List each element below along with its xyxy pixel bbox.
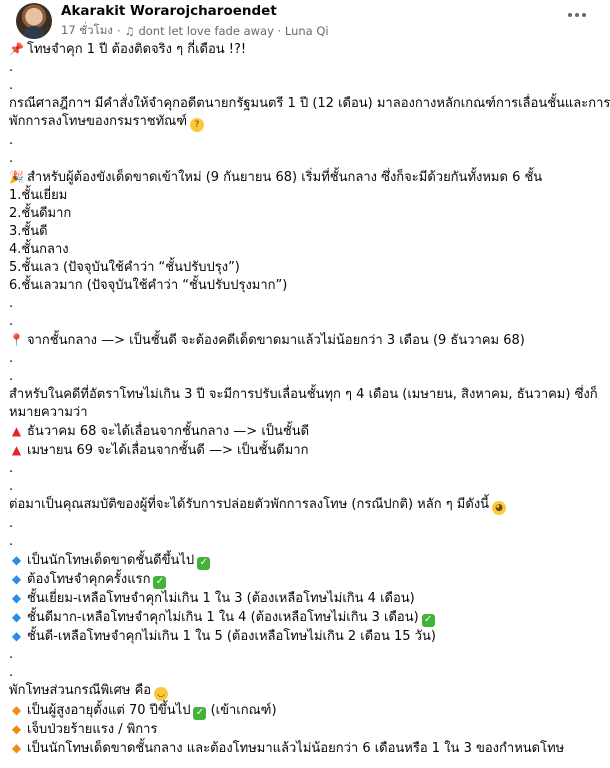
promotion-text: ธันวาคม 68 จะได้เลื่อนจากชั้นกลาง —> เป็นชั้นดี xyxy=(27,424,310,439)
qualification-item xyxy=(9,570,601,589)
qualification-text: ชั้นดีมาก-เหลือโทษจำคุกไม่เกิน 1 ใน 4 (ต้องเหลือโทษไม่เกิน 3 เดือน) xyxy=(27,610,419,625)
spacer-dot: . xyxy=(9,647,14,662)
spacer-dot: . xyxy=(9,133,14,148)
spacer-dot: . xyxy=(9,351,14,366)
paragraph-5-text: ต่อมาเป็นคุณสมบัติของผู้ที่จะได้รับการปล่อยตัวพักการลงโทษ (กรณีปกติ) หลัก ๆ มีดังนี้ xyxy=(9,497,490,512)
class-item: 2.ชั้นดีมาก xyxy=(9,206,72,221)
class-item: 3.ชั้นดี xyxy=(9,224,48,239)
orange-diamond-icon: ◆ xyxy=(11,741,22,755)
spacer-dot: . xyxy=(9,369,14,384)
red-triangle-icon: ▲ xyxy=(11,424,22,438)
class-item: 5.ชั้นเลว (ปัจจุบันใช้คำว่า “ชั้นปรับปรุง”) xyxy=(9,260,240,275)
spacer-dot: . xyxy=(9,78,14,93)
meta-separator: · xyxy=(116,24,121,38)
qualification-text: ชั้นดี-เหลือโทษจำคุกไม่เกิน 1 ใน 5 (ต้องเหลือโทษไม่เกิน 2 เดือน 15 วัน) xyxy=(27,629,436,644)
post-meta xyxy=(61,22,329,40)
check-mark-icon: ✓ xyxy=(193,707,206,720)
class-item: 4.ชั้นกลาง xyxy=(9,242,69,257)
spacer-dot: . xyxy=(9,461,14,476)
qualification-text: ต้องโทษจำคุกครั้งแรก xyxy=(27,572,151,587)
paragraph-3 xyxy=(9,331,601,350)
class-item: 6.ชั้นเลวมาก (ปัจจุบันใช้คำว่า “ชั้นปรับปรุงมาก”) xyxy=(9,278,288,293)
spacer-dot: . xyxy=(9,665,14,680)
orange-diamond-icon: ◆ xyxy=(11,703,22,717)
thinking-face-icon: ? xyxy=(190,118,204,132)
check-mark-icon: ✓ xyxy=(422,614,435,627)
paragraph-6-text: พักโทษส่วนกรณีพิเศษ คือ xyxy=(9,683,152,698)
qualification-item xyxy=(9,551,601,570)
special-text: เป็นนักโทษเด็ดขาดชั้นกลาง และต้องโทษมาแล้วไม่น้อยกว่า 6 เดือนหรือ 1 ใน 3 ของกำหนดโทษ xyxy=(27,741,565,756)
paragraph-2 xyxy=(9,168,601,187)
paragraph-1a: กรณีศาลฎีกาฯ มีคำสั่งให้จำคุกอดีตนายกรัฐมนตรี 1 ปี (12 เดือน) มาลองกางหลักเกณฑ์การเลื่อนชั้นและการ xyxy=(9,96,610,111)
more-dots-icon[interactable] xyxy=(565,5,589,25)
headline xyxy=(9,40,601,59)
spacer-dot: . xyxy=(9,314,14,329)
special-text: เป็นผู้สูงอายุตั้งแต่ 70 ปีขึ้นไป xyxy=(27,703,191,718)
qualification-text: เป็นนักโทษเด็ดขาดชั้นดีขึ้นไป xyxy=(27,553,195,568)
paragraph-1b-text: พักการลงโทษของกรมราชทัณฑ์ xyxy=(9,114,188,129)
author-avatar[interactable] xyxy=(16,3,52,39)
spacer-dot: . xyxy=(9,60,14,75)
qualification-item xyxy=(9,608,601,627)
smiling-face-icon: ◡ xyxy=(154,687,168,701)
spacer-dot: . xyxy=(9,534,14,549)
spacer-dot: . xyxy=(9,479,14,494)
blue-diamond-icon: ◆ xyxy=(11,553,22,567)
special-item xyxy=(9,720,601,739)
spacer-dot: . xyxy=(9,516,14,531)
music-note-icon: ♫ xyxy=(124,24,135,38)
headline-text: โทษจำคุก 1 ปี ต้องติดจริง ๆ กี่เดือน !?! xyxy=(27,42,247,57)
paragraph-2-text: สำหรับผู้ต้องขังเด็ดขาดเข้าใหม่ (9 กันยายน 68) เริ่มที่ชั้นกลาง ซึ่งก็จะมีด้วยกันทั้งหมด 6 ชั้น xyxy=(27,170,543,185)
blue-diamond-icon: ◆ xyxy=(11,610,22,624)
special-note: (เข้าเกณฑ์) xyxy=(210,703,277,718)
pushpin-icon: 📌 xyxy=(9,42,24,56)
party-popper-icon: 🎉 xyxy=(9,170,24,184)
qualification-item xyxy=(9,589,601,608)
promotion-item xyxy=(9,422,601,441)
paragraph-4b: หมายความว่า xyxy=(9,405,88,420)
post-body xyxy=(9,40,610,758)
round-pushpin-icon: 📍 xyxy=(9,333,24,347)
pleading-face-icon: ◕ xyxy=(492,501,506,515)
red-triangle-icon: ▲ xyxy=(11,443,22,457)
orange-diamond-icon: ◆ xyxy=(11,722,22,736)
paragraph-3-text: จากชั้นกลาง —> เป็นชั้นดี จะต้องคดีเด็ดขาดมาแล้วไม่น้อยกว่า 3 เดือน (9 ธันวาคม 68) xyxy=(27,333,525,348)
paragraph-5 xyxy=(9,496,601,515)
qualification-text: ชั้นเยี่ยม-เหลือโทษจำคุกไม่เกิน 1 ใน 3 (ต้องเหลือโทษไม่เกิน 4 เดือน) xyxy=(27,591,415,606)
blue-diamond-icon: ◆ xyxy=(11,591,22,605)
spacer-dot: . xyxy=(9,151,14,166)
spacer-dot: . xyxy=(9,296,14,311)
author-name[interactable]: Akarakit Worarojcharoendet xyxy=(61,3,277,19)
post-song[interactable]: dont let love fade away · Luna Qi xyxy=(138,24,329,38)
special-text: เจ็บป่วยร้ายแรง / พิการ xyxy=(27,722,158,737)
blue-diamond-icon: ◆ xyxy=(11,629,22,643)
paragraph-6 xyxy=(9,682,601,701)
promotion-text: เมษายน 69 จะได้เลื่อนจากชั้นดี —> เป็นชั้นดีมาก xyxy=(27,443,309,458)
qualification-item xyxy=(9,627,601,646)
check-mark-icon: ✓ xyxy=(153,576,166,589)
blue-diamond-icon: ◆ xyxy=(11,572,22,586)
class-item: 1.ชั้นเยี่ยม xyxy=(9,188,68,203)
check-mark-icon: ✓ xyxy=(197,557,210,570)
promotion-item xyxy=(9,441,601,460)
post-time[interactable]: 17 ชั่วโมง xyxy=(61,23,113,37)
special-item xyxy=(9,739,601,758)
special-item xyxy=(9,701,601,720)
paragraph-1b xyxy=(9,113,601,132)
paragraph-4a: สำหรับในคดีที่อัตราโทษไม่เกิน 3 ปี จะมีการปรับเลื่อนชั้นทุก ๆ 4 เดือน (เมษายน, สิงหาคม, ธันวาคม) ซึ่งก็ xyxy=(9,387,598,402)
